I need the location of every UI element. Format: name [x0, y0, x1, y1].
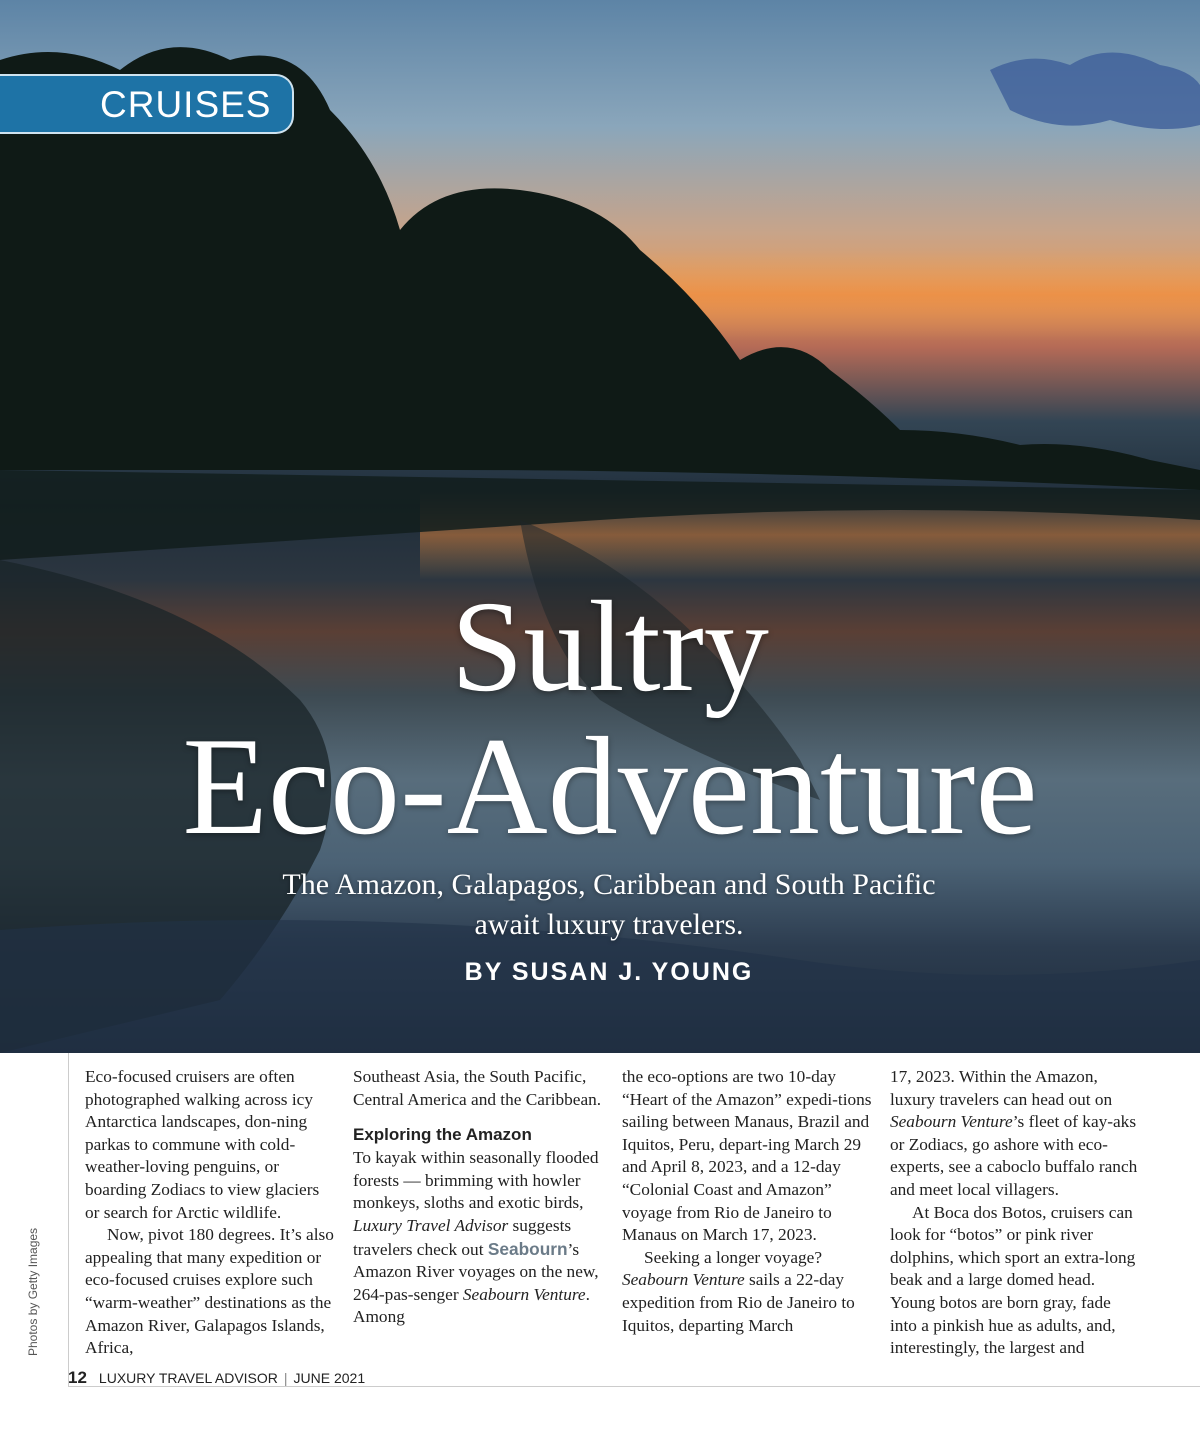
dek-line-1: The Amazon, Galapagos, Caribbean and South Pacific — [282, 868, 936, 901]
paragraph: Now, pivot 180 degrees. It’s also appealing that many expedition or eco-focused cruises explore such “warm-weather” destinations as the Amazon River, Galapagos Islands, Africa, — [85, 1225, 334, 1358]
subhead: Exploring the Amazon — [353, 1125, 532, 1145]
publication-name: LUXURY TRAVEL ADVISOR — [98, 1370, 278, 1386]
byline: BY SUSAN J. YOUNG — [464, 958, 754, 986]
paragraph: To kayak within seasonally flooded forests — brimming with howler monkeys, sloths and exotic birds, Luxury Travel Advisor suggests travelers check out Seabourn’s Amazon River voyages on the new, 264-pas-senger Seabourn Venture. Among — [353, 1148, 599, 1327]
headline-line-1: Sultry — [451, 575, 769, 719]
page-number: 12 — [68, 1368, 87, 1387]
paragraph: Seeking a longer voyage? Seabourn Venture sails a 22-day expedition from Rio de Janeiro to Iquitos, departing March — [622, 1247, 855, 1335]
paragraph: the eco-options are two 10-day “Heart of the Amazon” expedi-tions sailing between Manaus, Brazil and Iquitos, Peru, depart-ing March 29 and April 8, 2023, and a 12-day “Colonial Coast and Amazon” voyage from Rio de Janeiro to Manaus on March 17, 2023. — [622, 1067, 872, 1245]
page-footer — [68, 1368, 365, 1388]
photo-credit: Photos by Getty Images — [26, 1227, 40, 1356]
paragraph: Southeast Asia, the South Pacific, Central America and the Caribbean. — [353, 1067, 602, 1109]
section-tag — [0, 74, 294, 134]
paragraph: 17, 2023. Within the Amazon, luxury travelers can head out on Seabourn Venture’s fleet of kay-aks or Zodiacs, go ashore with eco-experts, see a caboclo buffalo ranch and meet local villagers. — [890, 1067, 1138, 1199]
paragraph: At Boca dos Botos, cruisers can look for “botos” or pink river dolphins, which sport an extra-long beak and a large domed head. Young botos are born gray, fade into a pinkish hue as adults, and, interestingly, the largest and — [890, 1202, 1136, 1358]
body-column-1 — [85, 1066, 335, 1360]
body-column-2 — [353, 1066, 603, 1329]
issue-date: JUNE 2021 — [293, 1370, 366, 1386]
headline-line-2: Eco-Adventure — [182, 709, 1038, 864]
column-divider — [68, 1053, 69, 1387]
footer-divider: | — [283, 1370, 288, 1386]
section-tag-label: CRUISES — [100, 84, 272, 125]
dek-line-2: await luxury travelers. — [474, 908, 744, 941]
seabourn-link[interactable]: Seabourn — [487, 1238, 568, 1259]
body-column-3 — [622, 1066, 872, 1337]
body-column-4 — [890, 1066, 1140, 1360]
paragraph: Eco-focused cruisers are often photographed walking across icy Antarctica landscapes, don-ning parkas to commune with cold-weather-loving penguins, or boarding Zodiacs to view glaciers or search for Arctic wildlife. — [85, 1067, 320, 1222]
